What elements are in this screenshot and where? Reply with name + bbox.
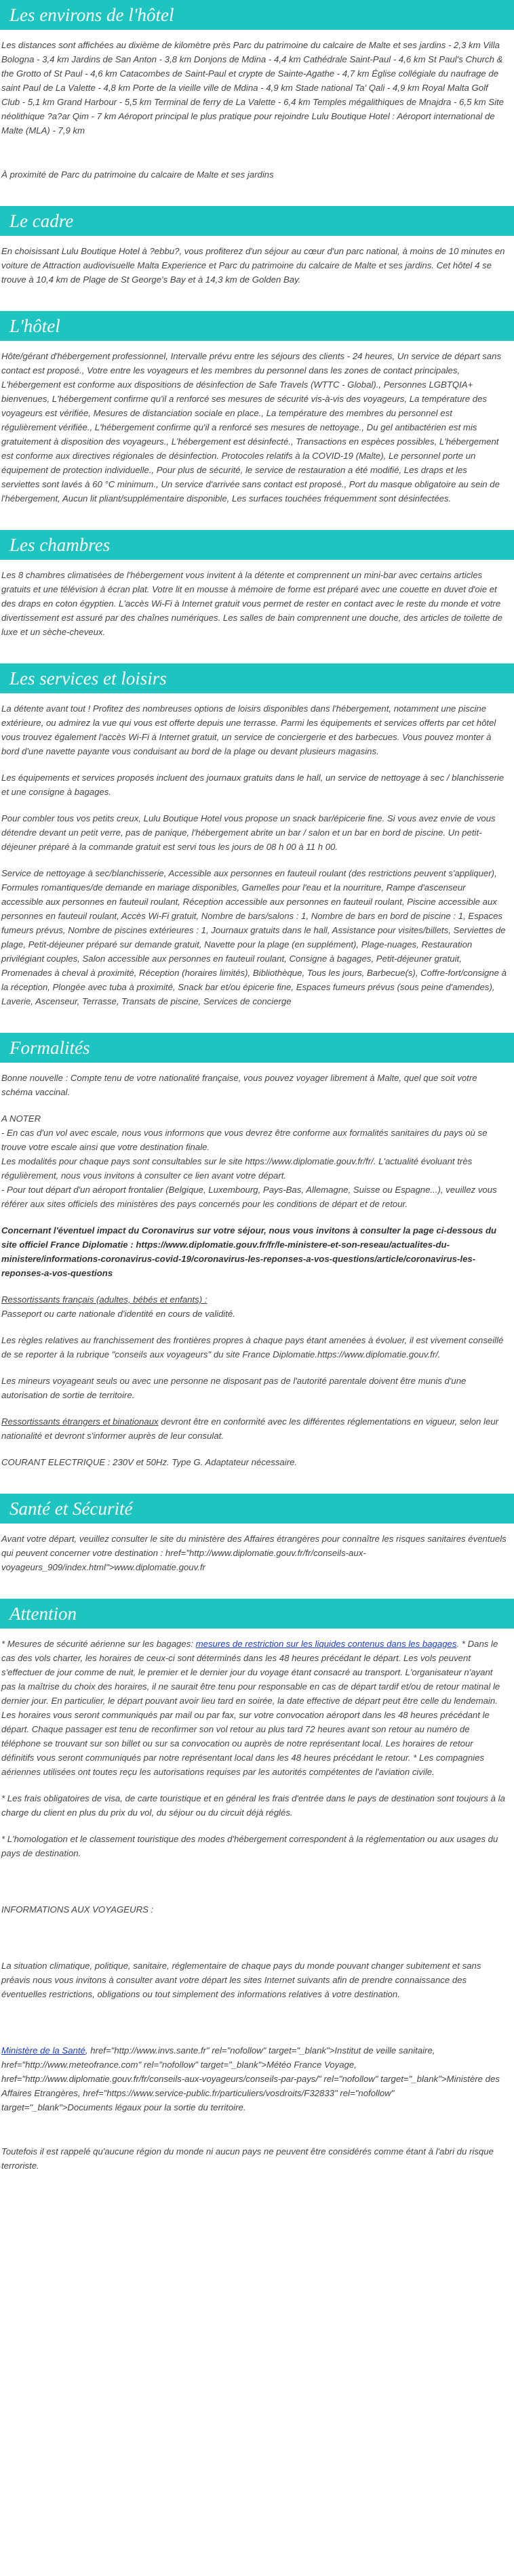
paragraph: Avant votre départ, veuillez consulter le site du ministère des Affaires étrangères pour connaître les risques sanitaires éventuels qui peuvent concerner votre destination : href="http://www.diplomatie.gouv.fr/fr/conseils-aux-voyageurs_909/index.html">www.diplomatie.gouv.fr — [1, 1534, 507, 1572]
foreign-text: devront être en conformité avec les différentes réglementations en vigueur, selon leur nationalité et devront s'informer auprès de leur consulat. — [1, 1416, 499, 1441]
text: * Mesures de sécurité aérienne sur les bagages: — [1, 1639, 196, 1649]
paragraph — [1, 2043, 507, 2114]
paragraph: Les distances sont affichées au dixième de kilomètre près Parc du patrimoine du calcaire de Malte et ses jardins - 2,3 km Villa Bologna - 3,4 km Jardins de San Anton - 3,8 km Donjons de Mdina - 4,4 km Cathédrale Saint-Paul - 4,6 km St Paul's Church & the Grotto of St Paul - 4,6 km Catacombes de Saint-Paul et crypte de Sainte-Agathe - 4,7 km Église collégiale du naufrage de saint Paul de La Valette - 4,8 km Porte de la vieille ville de Mdina - 4,9 km Stade national Ta' Qali - 4,9 km Royal Malta Golf Club - 5,1 km Grand Harbour - 5,5 km Terminal de ferry de La Valette - 6,4 km Temples mégalithiques de Mnajdra - 6,5 km Site néolithique ?a?ar Qim - 7 km Aéroport principal le plus pratique pour rejoindre Lulu Boutique Hotel : Aéroport international de Malte (MLA) - 7,9 km — [1, 40, 505, 136]
paragraph — [1, 1292, 507, 1321]
paragraph: COURANT ELECTRIQUE : 230V et 50Hz. Type G. Adaptateur nécessaire. — [1, 1457, 298, 1467]
section-title: Formalités — [0, 1033, 514, 1063]
section-hotel — [0, 311, 514, 506]
paragraph: Hôte/gérant d'hébergement professionnel, Intervalle prévu entre les séjours des clients - 24 heures, Un service de départ sans contact est proposé., Votre entre les voyageurs et les membres du personnel dans les zones de contact principales, L'hébergement est conforme aux dispositions de désinfection de Safe Travels (WTTC - Global)., Personnes LGBTQIA+ bienvenues, L'hébergement confirme qu'il a renforcé ses mesures de sécurité vis-à-vis des voyageurs, La température des voyageurs est vérifiée, Mesures de distanciation sociale en place., La température des membres du personnel est régulièrement vérifiée., L'hébergement confirme qu'il a renforcé ses mesures de nettoyage., Du gel antibactérien est mis gratuitement à disposition des voyageurs., L'hébergement est désinfecté., Transactions en espèces possibles, L'hébergement est conforme aux directives régionales de désinfection. Protocoles relatifs à la COVID-19 (Malte), Le personnel porte un équipement de protection individuelle., Pour plus de sécurité, le service de restauration a été modifié, Les draps et les serviettes sont lavés à 60 °C minimum., Un service d'arrivée sans contact est proposé., Port du masque obligatoire au sein de l'hébergement, Aucun lit pliant/supplémentaire disponible, Les surfaces touchées fréquemment sont désinfectées. — [1, 351, 502, 504]
section-environs — [0, 0, 514, 182]
paragraph — [1, 1637, 507, 1779]
section-sante — [0, 1494, 514, 1574]
note-block — [1, 1111, 507, 1211]
section-title: L'hôtel — [0, 311, 514, 341]
nationality-label: Ressortissants français (adultes, bébés et enfants) : — [1, 1294, 207, 1305]
section-attention — [0, 1599, 514, 2173]
section-title: Santé et Sécurité — [0, 1494, 514, 1524]
section-services — [0, 663, 514, 1008]
section-chambres — [0, 530, 514, 639]
paragraph: * L'homologation et le classement touristique des modes d'hébergement correspondent à la réglementation ou aux usages du pays de destination. — [1, 1834, 498, 1858]
note-line: - Pour tout départ d'un aéroport frontalier (Belgique, Luxembourg, Pays-Bas, Allemagne, Suisse ou Espagne...), veuillez vous référer aux sites officiels des ministères des pays concernés pour les conditions de départ et de retour. — [1, 1185, 497, 1209]
paragraph: Service de nettoyage à sec/blanchisserie, Accessible aux personnes en fauteuil roulant (des restrictions peuvent s'appliquer), Formules romantiques/de demande en mariage disponibles, Gamelles pour l'eau et la nourriture, Rampe d'ascenseur accessible aux personnes en fauteuil roulant, Réception accessible aux personnes en fauteuil roulant, Piscine accessible aux personnes en fauteuil roulant, Accès Wi-Fi gratuit, Nombre de bars/salons : 1, Nombre de bars en bord de piscine : 1, Espaces fumeurs prévus, Nombre de piscines extérieures : 1, Journaux gratuits dans le hall, Assistance pour visites/billets, Serviettes de plage, Petit-déjeuner préparé sur demande gratuit, Navette pour la plage (en supplément), Plage-nuages, Restauration privilégiant couples, Salon accessible aux personnes en fauteuil roulant, Consigne à bagages, Petit-déjeuner gratuit, Promenades à cheval à proximité, Réception (horaires limités), Bibliothèque, Tous les jours, Barbecue(s), Coffre-fort/consigne à la réception, Plongée avec tuba à proximité, Snack bar et/ou épicerie fine, Espaces fumeurs prévus (sous peine d'amendes), Laverie, Ascenseur, Terrasse, Transats de piscine, Services de concierge — [1, 868, 507, 1006]
paragraph: Les règles relatives au franchissement des frontières propres à chaque pays étant amenées à évoluer, il est vivement conseillé de se reporter à la rubrique "conseils aux voyageurs" du site France Diplomatie.https://www.diplomatie.gouv.fr/. — [1, 1335, 504, 1359]
note-line: Les modalités pour chaque pays sont consultables sur le site https://www.diplomatie.gouv.fr/fr/. L'actualité évoluant très régulièrement, nous vous invitons à consulter ce lien avant votre départ. — [1, 1156, 473, 1181]
paragraph: Pour combler tous vos petits creux, Lulu Boutique Hotel vous propose un snack bar/épicerie fine. Si vous avez envie de vous détendre devant un petit verre, pas de panique, l'hébergement abrite un bar / salon et un bar en bord de piscine. Un petit-déjeuner préparé à la commande gratuit est servi tous les jours de 08 h 00 à 11 h 00. — [1, 813, 496, 852]
note-line: - En cas d'un vol avec escale, nous vous informons que vous devrez être conforme aux formalités sanitaires du pays où se trouve votre escale ainsi que votre destination finale. — [1, 1128, 488, 1152]
section-title: Les chambres — [0, 530, 514, 560]
paragraph: Les 8 chambres climatisées de l'hébergement vous invitent à la détente et comprennent un mini-bar avec certains articles gratuits et une télévision à écran plat. Votre lit en mousse à mémoire de forme est préparé avec une couette en duvet d'oie et des draps en coton égyptien. L'accès Wi-Fi à Internet gratuit vous permet de rester en contact avec le reste du monde et votre divertissement est assuré par des chaînes numériques. Les salles de bain comprennent une douche, des articles de toilette de luxe et un sèche-cheveux. — [1, 570, 502, 637]
foreign-label: Ressortissants étrangers et binationaux — [1, 1416, 159, 1427]
paragraph: * Les frais obligatoires de visa, de carte touristique et en général les frais d'entrée dans le pays de destination sont toujours à la charge du client en plus du prix du vol, du séjour ou du circuit déjà réglés. — [1, 1793, 505, 1818]
paragraph: Les équipements et services proposés incluent des journaux gratuits dans le hall, un service de nettoyage à sec / blanchisserie et une consigne à bagages. — [1, 773, 505, 797]
text: . * Dans le cas des vols charter, les horaires de ceux-ci sont déterminés dans les 48 heures précédant le départ. Les vols peuvent s'effectuer de jour comme de nuit, le premier et le dernier jour du voyage étant consacré au transport. L'organisateur n'ayant pas la maîtrise du choix des horaires, il ne saurait être tenu pour responsable en cas de départ tardif et/ou de retour matinal le dernier jour. En particulier, le départ pouvant avoir lieu tard en soirée, la date effective de départ peut être celle du lendemain. Les horaires vous seront communiqués par mail ou par fax, sur votre convocation aéroport dans les 48 heures précédant le départ. Chaque passager est tenu de reconfirmer son vol retour au plus tard 72 heures avant son retour au numéro de téléphone se trouvant sur son billet ou sur sa convocation ou auprès de notre représentant local. Les horaires de retour définitifs vous seront communiqués par notre représentant local dans les 48 heures précédant le retour. * Les compagnies aériennes utilisées ont toutes reçu les autorisations requises par les autorités compétentes de l'aviation civile. — [1, 1639, 500, 1777]
nationality-text: Passeport ou carte nationale d'identité en cours de validité. — [1, 1309, 235, 1319]
paragraph — [1, 1414, 507, 1443]
paragraph: INFORMATIONS AUX VOYAGEURS : — [1, 1904, 154, 1915]
paragraph: La détente avant tout ! Profitez des nombreuses options de loisirs disponibles dans l'hébergement, notamment une piscine extérieure, ou admirez la vue qui vous est offerte depuis une terrasse. Parmi les équipements et services offerts par cet hôtel vous trouvez également l'accès Wi-Fi à Internet gratuit, un service de conciergerie et des barbecues. Vous pouvez monter à bord d'une navette payante vous conduisant au bord de la plage ou devant plusieurs magasins. — [1, 703, 496, 756]
section-title: Attention — [0, 1599, 514, 1629]
section-title: Les environs de l'hôtel — [0, 0, 514, 30]
ministere-sante-link[interactable]: Ministère de la Santé — [1, 2045, 85, 2056]
paragraph: Les mineurs voyageant seuls ou avec une personne ne disposant pas de l'autorité parentale doivent être munis d'une autorisation de sortie de territoire. — [1, 1376, 467, 1400]
paragraph: La situation climatique, politique, sanitaire, réglementaire de chaque pays du monde pouvant changer subitement et sans préavis nous vous invitons à consulter avant votre départ les sites Internet suivants afin de prendre connaissance des éventuelles restrictions, obligations ou tout simplement des informations relatives à votre destination. — [1, 1961, 481, 1999]
paragraph: En choisissant Lulu Boutique Hotel à ?ebbu?, vous profiterez d'un séjour au cœur d'un parc national, à moins de 10 minutes en voiture de Attraction audiovisuelle Malta Experience et Parc du patrimoine du calcaire de Malte et ses jardins. Cet hôtel 4 se trouve à 10,4 km de Plage de St George's Bay et à 14,3 km de Golden Bay. — [1, 246, 505, 285]
section-title: Les services et loisirs — [0, 663, 514, 693]
section-formalites — [0, 1033, 514, 1469]
paragraph: Bonne nouvelle : Compte tenu de votre nationalité française, vous pouvez voyager librement à Malte, quel que soit votre schéma vaccinal. — [1, 1073, 477, 1097]
text: , href="http://www.invs.sante.fr" rel="nofollow" target="_blank">Institut de veille sanitaire, href="http://www.meteofrance.com" rel="nofollow" target="_blank">Météo France Voyage, href="http://www.diplomatie.gouv.fr/fr/conseils-aux-voyageurs/conseils-par-pays/" rel="nofollow" target="_blank">Ministère des Affaires Etrangères, href="https://www.service-public.fr/particuliers/vosdroits/F32833" rel="nofollow" target="_blank">Documents légaux pour la sortie du territoire. — [1, 2045, 500, 2112]
coronavirus-paragraph: Concernant l'éventuel impact du Coronavirus sur votre séjour, nous vous invitons à consulter la page ci-dessous du site officiel France Diplomatie : https://www.diplomatie.gouv.fr/fr/le-ministere-et-son-reseau/actualites-du-ministere/informations-coronavirus-covid-19/coronavirus-les-reponses-a-vos-questions/article/coronavirus-les-reponses-a-vos-questions — [1, 1225, 497, 1278]
note-heading: A NOTER — [1, 1113, 41, 1124]
paragraph: À proximité de Parc du patrimoine du calcaire de Malte et ses jardins — [1, 169, 274, 180]
section-title: Le cadre — [0, 206, 514, 236]
liquids-restriction-link[interactable]: mesures de restriction sur les liquides contenus dans les bagages — [195, 1639, 457, 1649]
section-cadre — [0, 206, 514, 287]
paragraph: Toutefois il est rappelé qu'aucune région du monde ni aucun pays ne peuvent être considérés comme étant à l'abri du risque terroriste. — [1, 2146, 494, 2171]
